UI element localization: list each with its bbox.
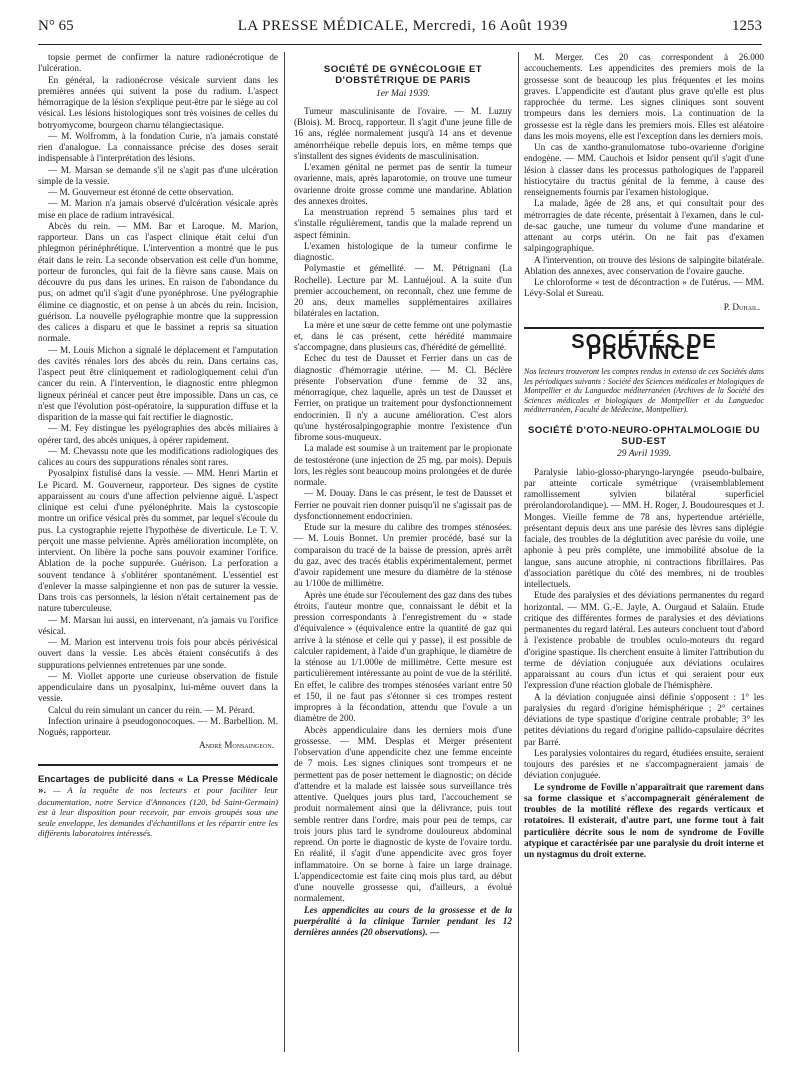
paragraph: Le chloroforme « test de décontraction » de l'utérus. — MM. Lévy-Solal et Sureau. [524, 277, 764, 299]
paragraph: Polymastie et gémellité. — M. Pétrignani (La Rochelle). Lecture par M. Lantuéjoul. A la suite d'un premier accouchement, on reconnaît, chez une femme de 20 ans, deux mamelles supplémentaires axillaires bilatérales en lactation. [294, 263, 512, 319]
paragraph: — M. Marion n'a jamais observé d'ulcération vésicale après mise en place de radium intravésical. [38, 198, 278, 220]
paragraph: Tumeur masculinisante de l'ovaire. — M. Luzuy (Blois). M. Brocq, rapporteur. Il s'agit d'une jeune fille de 16 ans, réglée normalement jusqu'à 14 ans et devenue aménorrhéique rebelle depuis lors, en même temps que s'installent des signes évidents de masculinisation. [294, 105, 512, 161]
section-title: SOCIÉTÉ D'OTO-NEURO-OPHTALMOLOGIE DU SUD-EST [527, 424, 761, 447]
column-2 [294, 52, 512, 1052]
paragraph: — M. Louis Michon a signalé le déplacement et l'amputation des cavités rénales lors des abcès du rein. Dans certains cas, l'aspect peut être cliniquement et radiologiquement celui d'un cancer du rein. A l'intervention, le diagnostic entre phlegmon ligneux périnéal et cancer peut être impossible. Dans un cas, ce n'est que l'évolution post-opératoire, la suppuration diffuse et la disparition de la masse qui fait rectifier le diagnostic. [38, 344, 278, 422]
paragraph: Les paralysies volontaires du regard, étudiées ensuite, seraient toujours des parésies et ne s'accompagneraient jamais de déviation conjuguée. [524, 747, 764, 781]
notice-title: Encartages de publicité dans « La Presse Médicale ». [38, 773, 278, 796]
paragraph: Calcul du rein simulant un cancer du rein. — M. Pérard. [48, 704, 255, 715]
paragraph: L'examen histologique de la tumeur confirme le diagnostic. [294, 240, 512, 262]
paragraph: — M. Fey distingue les pyélographies des abcès miliaires à opérer tard, des abcès uniques, à opérer rapidement. [38, 423, 278, 445]
paragraph: — M. Marsan lui aussi, en intervenant, n'a jamais vu l'orifice vésical. [38, 614, 278, 636]
paragraph: — M. Wolfromm, à la fondation Curie, n'a jamais constaté rien d'analogue. La connaissance précise des doses serait indispensable à l'interprétation des lésions. [38, 130, 278, 164]
paragraph: Les appendicites au cours de la grossesse et de la puerpéralité à la clinique Tarnier pendant les 12 dernières années (20 observations). — [294, 904, 512, 937]
column-divider [518, 52, 519, 1052]
paragraph: La malade, âgée de 28 ans, et qui consultait pour des métrorragies de date récente, présentait à l'examen, dans le cul-de-sac gauche, une tumeur du volume d'une mandarine et attenant au corps utérin. On ne fait pas d'examen salpingographique. [524, 198, 764, 254]
paragraph: Etude des paralysies et des déviations permanentes du regard horizontal. — MM. G.-E. Jayle, A. Ourgaud et Salaün. Etude critique des différentes formes de paralysies et des déviations permanentes du regard latéral. Les auteurs concluent tout d'abord à l'existence probable de troubles oculo-moteurs du regard d'origine spastique. Ils cherchent ensuite à limiter l'attribution du terme de déviation conjuguée aux déviations oculaires apparaissant au cours d'un ictus et qui seraient pour eux l'expression d'une réaction globale de l'hémisphère. [524, 590, 764, 691]
paragraph: A l'intervention, on trouve des lésions de salpingite bilatérale. Ablation des annexes, avec conservation de l'ovaire gauche. [524, 254, 764, 276]
paragraph: — M. Douay. Dans le cas présent, le test de Dausset et Ferrier ne pouvait rien donner puisqu'il ne s'agissait pas de dysfonctionnement endocrinien. [294, 488, 512, 521]
paragraph: Un cas de xantho-granulomatose tubo-ovarienne d'origine endogène. — MM. Cauchois et Isidor pensent qu'il s'agit d'une lésion à classer dans les processus pathologiques de l'appareil histiocytaire du tractus génital de la femme, à cause des renseignements fournis par l'examen histologique. [524, 142, 764, 197]
header-rule [38, 44, 762, 45]
journal-title: LA PRESSE MÉDICALE, Mercredi, 16 Août 1939 [237, 18, 568, 34]
paragraph: La malade est soumise à un traitement par le propionate de testostérone (une injection de 25 mg. par mois). Depuis lors, les règles sont beaucoup moins prolongées et de durée normale. [294, 443, 512, 487]
paragraph: Le syndrome de Foville n'apparaîtrait que rarement dans sa forme classique et s'accompagnerait généralement de troubles de la motilité réflexe des regards verticaux et rotatoires. Il existerait, d'autre part, une forme tout à fait particulière décrite sous le nom de syndrome de Foville atypique et caractérisée par une paralysie du droit interne et un nystagmus du droit externe. [524, 781, 764, 859]
paragraph: — M. Chevassu note que les modifications radiologiques des calices au cours des suppurations rénales sont rares. [38, 445, 278, 467]
province-note: Nos lecteurs trouveront les comptes rendus in extenso de ces Sociétés dans les périodiques suivants : Société des Sciences médicales et biologiques de Montpellier et du Languedoc méditerranéen (Archives de la Société des Sciences médicales et biologiques de Montpellier et du Languedoc méditerranéen, Faculté de Médecine, Montpellier). [524, 367, 764, 415]
paragraph: Pyosalpinx fistulisé dans la vessie. — MM. Henri Martin et Le Picard. M. Gouverneur, rapporteur. Des signes de cystite apparaissent au cours d'une affection pelvienne aiguë. L'aspect clinique est celui d'une pyélonéphrite. Mais la cystoscopie montre un orifice vésical près du sommet, par lequel s'écoule du pus. La cystographie rejette l'hypothèse de diverticule. Le T. V. perçoit une masse pelvienne. Après amélioration incomplète, on intervient. On libère la poche sans pouvoir examiner l'orifice. Ablation de la poche suppurée. Guérison. La perforation a souvent tendance à s'oblitérer spontanément. L'essentiel est d'enlever la masse salpingienne et non pas de suturer la vessie. Dans trois cas personnels, la lésion n'était certainement pas de nature tuberculeuse. [38, 468, 278, 614]
column-3 [524, 52, 764, 1052]
column-divider [284, 52, 285, 1052]
paragraph: Paralysie labio-glosso-pharyngo-laryngée pseudo-bulbaire, par atteinte corticale symétrique (vraisemblablement ramollissement sylvien bilatéral superficiel prérolandorolandique). — MM. H. Roger, J. Boudouresques et J. Monges. Vieille femme de 78 ans, hypertendue artérielle, présentant depuis deux ans une parésie des lèvres sans diplégie faciale, des troubles de la déglutition avec parésie du voile, une aphonie à peu près complète, une immobilité absolue de la langue, sans aucune atrophie, ni contractions fibrillaires. Pas d'association parétique du côté des membres, ni de troubles intellectuels. [524, 466, 764, 589]
province-title: SOCIÉTÉS DE PROVINCE [524, 327, 764, 360]
paragraph: — M. Viollet apporte une curieuse observation de fistule appendiculaire dans un pyosalpinx, lui-même ouvert dans la vessie. [38, 670, 278, 704]
paragraph: En général, la radionécrose vésicale survient dans les premières années qui suivent la pose du radium. L'aspect hémorragique de la lésion s'explique peut-être par le siège au col vésical. Les lésions histologiques sont très voisines de celles du botryomycome, bourgeon charnu télangiectasique. [38, 74, 278, 130]
paragraph: Etude sur la mesure du calibre des trompes sténosées. — M. Louis Bonnet. Un premier procédé, basé sur la comparaison du tracé de la baisse de pression, après arrêt du gaz, avec des tracés établis expérimentalement, permet d'avoir rapidement une mesure du diamètre de la sténose au 1/100e de millimètre. [294, 522, 512, 589]
paragraph: A la déviation conjuguée ainsi définie s'opposent : 1° les paralysies du regard d'origine hémisphérique ; 2° certaines déviations de type spastique d'origine centrale probable; 3° les petites déviations du regard d'origine pallido-capsulaire décrites par Barré. [524, 691, 764, 747]
paragraph: Echec du test de Dausset et Ferrier dans un cas de diagnostic d'hémorragie utérine. — M. Cl. Béclère présente l'observation d'une femme de 32 ans, ménorragique, chez laquelle, après un test de Dausset et Ferrier, on pratique un traitement pour dysfonctionnement endocrinien. Il n'y a aucune amélioration. C'est alors qu'une hystérosalpingographie montre l'existence d'un fibrome sous-muqueux. [294, 353, 512, 442]
paragraph: Après une étude sur l'écoulement des gaz dans des tubes étroits, l'auteur montre que, connaissant le débit et la pression correspondants à l'enregistrement du « stade d'équivalence » (équivalence entre la quantité de gaz qui arrive à la sténose et celle qui y passe), il est possible de calculer rapidement, à l'aide d'un graphique, le diamètre de la sténose au 1/1.000e de millimètre. Cette mesure est particulièrement intéressante au point de vue de la stérilité. En effet, le calibre des trompes sténosées variant entre 50 et 150, il ne faut pas s'étonner si ces trompes restent impropres à la fécondation, attendu que l'ovule a un diamètre de 200. [294, 589, 512, 724]
paragraph: La mère et une sœur de cette femme ont une polymastie et, dans le cas présent, cette hérédité mammaire s'accompagne, dans plusieurs cas, d'hérédité de gémellité. [294, 319, 512, 352]
paragraph: topsie permet de confirmer la nature radionécrotique de l'ulcération. [38, 52, 278, 74]
section-date: 1er Mai 1939. [375, 88, 431, 99]
page-header [38, 18, 762, 40]
paragraph: Abcès du rein. — MM. Bar et Laroque. M. Marion, rapporteur. Dans un cas l'aspect clinique était celui d'un phlegmon périnéphrétique. L'intervention a montré que le pus était dans le rein. La seconde observation est celle d'un homme, porteur de furoncles, qui fait de la fièvre sans cause. Mais on découvre du pus dans les urines. En raison de l'abondance du pus, on admet qu'il s'agit d'une pyonéphrose. Une pyélographie élimine ce diagnostic, et on pense à un abcès du rein. Incision, guérison. La nouvelle pyélographie montre que la suppression des calices a disparu et que le bassinet a repris sa situation normale. [38, 220, 278, 344]
advertising-notice [38, 764, 278, 839]
notice-text: — A la requête de nos lecteurs et pour faciliter leur documentation, notre Service d'Annonces (120, bd Saint-Germain) est à leur disposition pour recevoir, par envois groupés sous une seule enveloppe, les demandes d'échantillons et les répartir entre les différents laboratoires intéressés. [38, 785, 278, 838]
issue-number: N° 65 [38, 18, 74, 34]
paragraph: La menstruation reprend 5 semaines plus tard et s'installe régulièrement, tandis que la malade reprend un aspect féminin. [294, 207, 512, 240]
paragraph: Infection urinaire à pseudogonocoques. — M. Barbellion. M. Noguès, rapporteur. [38, 715, 278, 737]
paragraph: L'examen génital ne permet pas de sentir la tumeur ovarienne, mais, après laparotomie, on trouve une tumeur ovarienne droite grosse comme une mandarine. Ablation des annexes droites. [294, 162, 512, 206]
signature: P. Duhail. [723, 301, 760, 312]
section-date: 29 Avril 1939. [617, 449, 671, 460]
paragraph: — M. Marion est intervenu trois fois pour abcès périvésical ouvert dans la vessie. Les abcès étaient consécutifs à des suppurations pelviennes entretenues par une sonde. [38, 637, 278, 670]
paragraph: — M. Gouverneur est étonné de cette observation. [48, 187, 234, 197]
page-number: 1253 [732, 18, 762, 34]
signature: André Monsaingeon. [198, 740, 274, 751]
paragraph: Abcès appendiculaire dans les derniers mois d'une grossesse. — MM. Desplas et Merger présentent l'observation d'une appendicite chez une femme enceinte de 7 mois. Les signes cliniques sont trompeurs et ne permettent pas de poser nettement le diagnostic; on décide d'attendre et la malade est laissée sous surveillance très attentive. Quelques jours plus tard, l'accouchement se produit normalement ainsi que la délivrance, puis tout semble rentrer dans l'ordre, mais pour peu de temps, car trois jours plus tard le syndrome douloureux abdominal reprend. On porte le diagnostic de kyste de l'ovaire tordu. En réalité, il s'agit d'une appendicite avec gros foyer inflammatoire. On se borne à faire un large drainage. L'appendicectomie est faite cinq mois plus tard, au début d'une nouvelle grossesse qui, d'ailleurs, a évolué normalement. [294, 724, 512, 904]
paragraph: — M. Marsan se demande s'il ne s'agit pas d'une ulcération simple de la vessie. [38, 164, 278, 186]
paragraph: M. Merger. Ces 20 cas correspondent à 26.000 accouchements. Les appendicites des premiers mois de la grossesse sont de beaucoup les plus fréquentes et les moins graves. L'appendicite est d'autant plus grave qu'elle est plus rapprochée du terme. Les signes cliniques sont souvent trompeurs dans les derniers mois. La continuation de la grossesse est la règle dans les premiers mois. Elles est aléatoire dans les mois moyens, elle est l'exception dans les derniers mois. [524, 52, 764, 141]
section-title: SOCIÉTÉ DE GYNÉCOLOGIE ET D'OBSTÉTRIQUE DE PARIS [323, 64, 483, 87]
column-1 [38, 52, 278, 1052]
